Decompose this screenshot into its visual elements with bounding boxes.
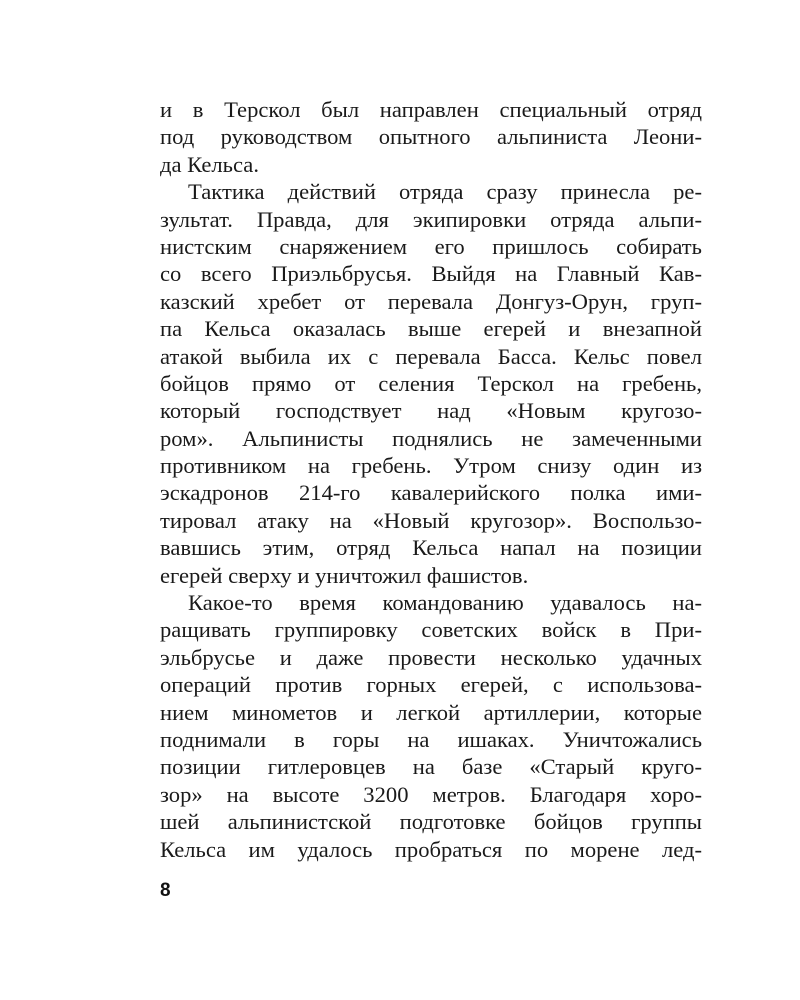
text-line: Какое-то время командованию удавалось на- (188, 590, 702, 616)
paragraph-2 (160, 178, 702, 589)
text-line: нистским снаряжением его пришлось собирать (160, 233, 702, 259)
text-line: казский хребет от перевала Донгуз-Орун, груп- (160, 288, 702, 314)
text-line: противником на гребень. Утром снизу один из (160, 453, 702, 479)
text-line: поднимали в горы на ишаках. Уничтожались (160, 726, 702, 752)
text-line: и в Терскол был направлен специальный отряд (160, 97, 702, 122)
page-number: 8 (160, 880, 171, 901)
body-text (160, 96, 702, 863)
text-line: под руководством опытного альпиниста Леони- (160, 124, 702, 150)
text-line: ращивать группировку советских войск в При- (160, 617, 702, 643)
text-line: операций против горных егерей, с использова- (160, 672, 702, 698)
text-line: нием минометов и легкой артиллерии, которые (160, 699, 702, 725)
text-line: со всего Приэльбрусья. Выйдя на Главный Кав- (160, 261, 702, 287)
text-line: эльбрусье и даже провести несколько удачных (160, 644, 702, 670)
text-line: па Кельса оказалась выше егерей и внезапной (160, 316, 702, 342)
text-line: шей альпинистской подготовке бойцов группы (160, 809, 702, 835)
text-line: эскадронов 214-го кавалерийского полка ими- (160, 480, 702, 506)
text-line: атакой выбила их с перевала Басса. Кельс повел (160, 343, 702, 369)
text-line: Кельса им удалось пробраться по морене лед- (160, 836, 702, 862)
text-line: да Кельса. (160, 151, 259, 177)
text-line: Тактика действий отряда сразу принесла ре- (188, 179, 702, 205)
text-line: бойцов прямо от селения Терскол на гребень, (160, 370, 702, 396)
text-line: зультат. Правда, для экипировки отряда альпи- (160, 206, 702, 232)
text-line: вавшись этим, отряд Кельса напал на позиции (160, 535, 702, 561)
text-line: ром». Альпинисты поднялись не замеченными (160, 425, 702, 451)
text-line: егерей сверху и уничтожил фашистов. (160, 562, 529, 588)
paragraph-3 (160, 589, 702, 863)
text-line: тировал атаку на «Новый кругозор». Воспользо- (160, 507, 702, 533)
text-line: зор» на высоте 3200 метров. Благодаря хоро- (160, 781, 702, 807)
text-line: позиции гитлеровцев на базе «Старый круго- (160, 754, 702, 780)
paragraph-1 (160, 96, 702, 178)
text-line: который господствует над «Новым кругозо- (160, 398, 702, 424)
